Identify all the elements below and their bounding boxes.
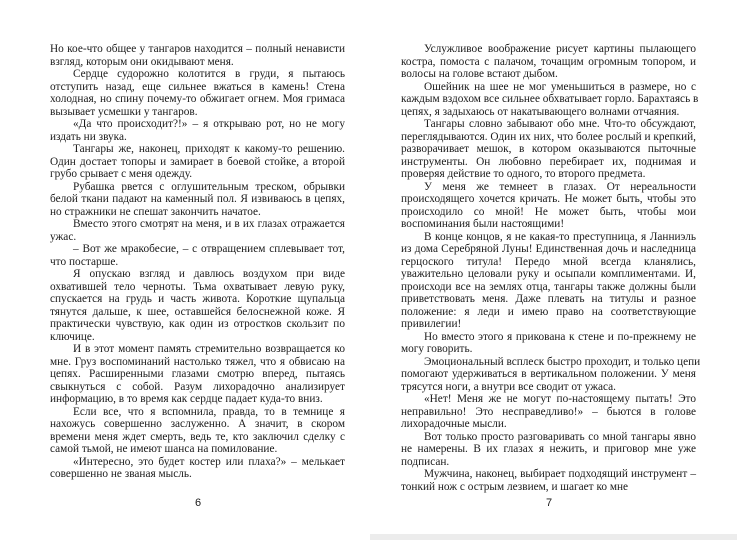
paragraph (50, 181, 345, 219)
paragraph (401, 355, 701, 394)
text-line: Вместо этого смотрят на меня, и в их глазах отражается (73, 218, 345, 230)
text-line: цепях, я задыхаюсь от накатывающего волнами отчаяния. (401, 105, 680, 118)
paragraph (401, 331, 696, 356)
text-line: Услужливое воображение рисует картины пылающего (424, 43, 696, 55)
text-line: самой тьмой, не имеют шанса на помилование. (50, 443, 278, 455)
text-line: «Интересно, это будет костер или плаха?» – мелькает (73, 455, 345, 468)
text-line: «Нет! Меня же не могут по-настоящему пытать! Это (424, 393, 696, 405)
text-line: герцоского титула! Передо мной всегда кланялись, (401, 255, 696, 268)
text-line: тянутся дальше, к шее, оставшейся белоснежной коже. Я (50, 305, 345, 318)
paragraph (401, 43, 696, 81)
paragraph (50, 268, 345, 343)
text-line: волосы на голове встают дыбом. (401, 68, 558, 80)
text-line: привилегии! (401, 318, 462, 330)
text-line: нахожусь совершенно заслуженно. А значит, в скором (50, 418, 345, 430)
text-line: Если все, что я вспомнила, правда, то в темнице я (73, 405, 345, 418)
text-line: тонкий нож с острым лезвием, и шагает ко мне (401, 480, 629, 493)
text-line: Вот только просто разговаривать со мной тангары явно (424, 430, 696, 443)
paragraph (50, 456, 345, 481)
paragraph (50, 243, 345, 268)
text-line: Один достает топоры и замирает в боевой стойке, а второй (50, 155, 345, 168)
paragraph (401, 80, 699, 119)
text-line: И в этот момент память стремительно возвращается ко (73, 343, 345, 355)
paragraph (401, 181, 696, 231)
text-line: издать ни звука. (50, 130, 127, 143)
text-line: что постарше. (50, 255, 119, 268)
text-line: проверяя действие то одного, то второго предмета. (401, 168, 646, 180)
right-page-text (401, 43, 701, 493)
text-line: вызывает усмешки у тангаров. (50, 105, 198, 118)
text-line: спускается на грудь и часть живота. Короткие щупальца (50, 293, 345, 305)
text-line: трясутся ноги, а внутри все сводит от ужаса. (401, 380, 616, 393)
text-line: В конце концов, я не какая-то преступница, я Ланниэль (424, 230, 696, 243)
text-line: приветствовать меня. Даже плевать на титулы и разное (401, 293, 696, 305)
paragraph (401, 431, 696, 469)
paragraph (401, 118, 696, 181)
text-line: Ошейник на шее не мог уменьшиться в размере, но с (424, 80, 696, 93)
text-line: подписан. (401, 455, 450, 468)
text-line: могу говорить. (401, 343, 473, 355)
text-line: белой ткани падают на каменный пол. Я извиваюсь в цепях, (50, 193, 345, 205)
text-line: неправильно! Это несправедливо!» – бьются в голове (401, 405, 696, 418)
text-line: мне. Груз воспоминаний настолько тяжел, что я обвисаю на (50, 355, 345, 368)
text-line: грубо срывает с меня одежду. (50, 168, 193, 180)
paragraph (50, 68, 345, 118)
text-line: уважительно целовали руку и осыпали комплиментами. И, (401, 268, 696, 280)
text-line: практически чувствую, как один из отростков скользит по (50, 318, 345, 330)
text-line: времени меня ждет смерть, ведь те, кто заключил сделку с (50, 430, 345, 443)
text-line: Но кое-что общее у тангаров находится – полный ненависти (50, 43, 345, 55)
text-line: ключице. (50, 330, 95, 343)
paragraph (50, 143, 345, 181)
text-line: положение: я леди и имею право на соответствующие (401, 305, 696, 318)
text-line: воспоминания были настоящими! (401, 218, 565, 230)
paragraph (50, 343, 345, 406)
paragraph (401, 468, 696, 493)
text-line: Тангары словно забывают обо мне. Что-то обсуждают, (424, 118, 696, 130)
text-line: свыкнуться с собой. Разум лихорадочно анализирует (50, 380, 345, 393)
text-line: происходящего хочется кричать. Не может быть, чтобы это (401, 193, 696, 205)
paragraph (401, 231, 696, 331)
text-line: переглядываются. Один их них, что более рослый и крепкий, (401, 130, 696, 143)
page-number: 6 (194, 497, 202, 509)
text-line: разворачивает мешок, в котором оказываются пыточные (401, 143, 696, 155)
paragraph (401, 393, 696, 431)
text-line: инструменты. Он любовно перебирает их, поднимая и (401, 155, 696, 168)
text-line: ужас. (50, 230, 77, 243)
text-line: но стражники не спешат закончить начатое. (50, 205, 261, 218)
text-line: цепях. Расширенными глазами смотрю вперед, пытаясь (50, 368, 345, 380)
text-line: не намерены. В их глазах я нежить, и приговор мне уже (401, 443, 696, 455)
text-line: отступить назад, еще сильнее вжаться в камень! Стена (50, 80, 345, 93)
text-line: из дома Серебряной Луны! Единственная дочь и наследница (401, 243, 696, 255)
text-line: каждым вздохом все сильнее обхватывает горло. Барахтаясь в (401, 93, 699, 105)
paragraph (50, 118, 345, 143)
text-line: информацию, в то время как сердце падает куда-то вниз. (50, 393, 323, 405)
text-line: охватившей тело черноты. Тьма охватывает левую руку, (50, 280, 345, 293)
text-line: Тангары же, наконец, приходят к какому-то решению. (73, 143, 345, 155)
paragraph (50, 43, 345, 68)
paragraph (50, 406, 345, 456)
text-line: – Вот же мракобесие, – с отвращением сплевывает тот, (73, 243, 345, 255)
text-line: совершенно не званая мысль. (50, 468, 192, 480)
text-line: Но вместо этого я прикована к стене и по-прежнему не (424, 330, 696, 343)
text-line: Сердце судорожно колотится в груди, я пытаюсь (73, 68, 345, 80)
text-line: помогают удерживаться в вертикальном положении. У меня (401, 368, 696, 380)
paragraph (50, 218, 345, 243)
text-line: происходи все на землях отца, тангары также должны были (401, 280, 696, 293)
text-line: происходило со мной! Не может быть, чтобы мои (401, 205, 696, 218)
page-edge-shadow (370, 534, 737, 540)
page-number: 7 (545, 497, 553, 509)
text-line: взгляд, которым они окидывают меня. (50, 55, 234, 68)
text-line: «Да что происходит?!» – я открываю рот, но не могу (73, 118, 345, 130)
text-line: У меня же темнеет в глазах. От нереальности (424, 180, 696, 193)
text-line: костра, помоста с палачом, точащим огромным топором, и (401, 55, 696, 68)
text-line: Мужчина, наконец, выбирает подходящий инструмент – (424, 468, 696, 480)
text-line: лихорадочные мысли. (401, 418, 507, 430)
left-page-text (50, 43, 345, 481)
text-line: Я опускаю взгляд и давлюсь воздухом при виде (73, 268, 345, 280)
text-line: Рубашка рвется с оглушительным треском, обрывки (73, 180, 345, 193)
text-line: Эмоциональный всплеск быстро проходит, и только цепи (424, 355, 701, 368)
text-line: холодная, но спину почему-то обжигает огнем. Моя гримаса (50, 93, 345, 105)
